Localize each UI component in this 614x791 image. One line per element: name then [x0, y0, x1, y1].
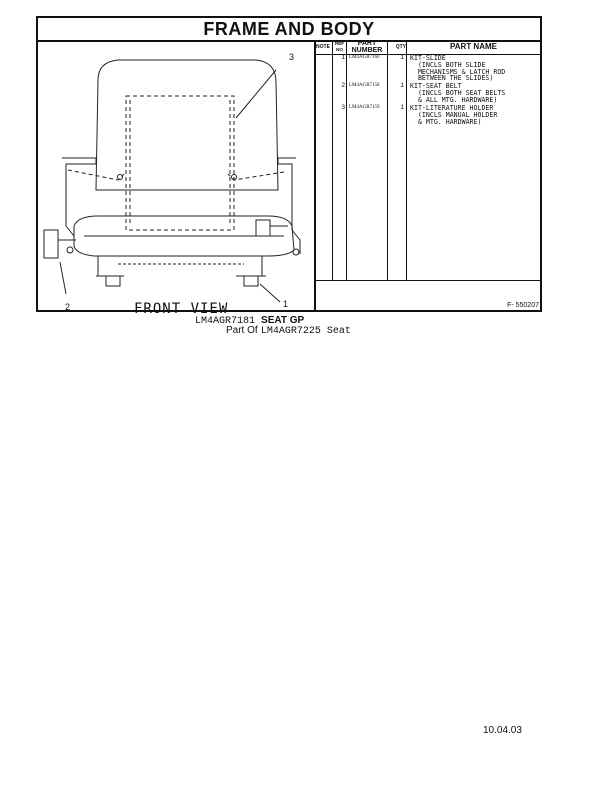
qty: 1: [400, 104, 404, 111]
col-divider: [406, 40, 407, 280]
col-divider: [387, 40, 388, 280]
view-label: FRONT VIEW: [134, 301, 229, 317]
figure-id: F- 550207: [507, 302, 539, 309]
callout-3: 3: [289, 52, 295, 62]
parts-diagram-frame: [36, 16, 542, 317]
part-number: LM4AGR7160: [349, 55, 380, 60]
col-divider: [332, 40, 333, 280]
col-part-number: PART NUMBER: [351, 40, 383, 54]
group-title: SEAT GP: [261, 315, 305, 326]
table-bottom-rule: [314, 280, 540, 281]
part-name: KIT-SLIDE (INCLS BOTH SLIDE MECHANISMS & LATCH ROD BETWEEN THE SLIDES): [410, 54, 506, 83]
seat-illustration: [38, 40, 314, 310]
parent-prefix: Part Of: [226, 325, 258, 336]
col-note: NOTE: [316, 44, 330, 50]
page-date: 10.04.03: [483, 725, 522, 736]
table-header: [314, 40, 540, 55]
group-part-code: LM4AGR7181: [195, 316, 256, 327]
parent-part: LM4AGR7225 Seat: [260, 326, 351, 337]
parent-caption: [226, 325, 351, 337]
col-divider: [346, 40, 347, 280]
ref-no: 2: [341, 82, 345, 89]
part-number: LM4AGR7158: [349, 83, 380, 88]
col-ref-no: REF NO: [335, 41, 344, 52]
ref-no: 3: [341, 104, 345, 111]
part-number: LM4AGR7159: [349, 105, 380, 110]
seat-front-view-drawing: [38, 40, 316, 317]
callout-1: 1: [283, 299, 289, 309]
callout-2: 2: [65, 302, 71, 312]
page-title: FRAME AND BODY: [38, 18, 540, 42]
qty: 1: [400, 82, 404, 89]
qty: 1: [400, 54, 404, 61]
parts-table: [314, 40, 540, 310]
part-name: KIT-LITERATURE HOLDER (INCLS MANUAL HOLDER & MTG. HARDWARE): [410, 104, 498, 126]
col-part-name: PART NAME: [450, 42, 497, 51]
ref-no: 1: [341, 54, 345, 61]
col-qty: QTY: [395, 44, 406, 50]
part-name: KIT-SEAT BELT (INCLS BOTH SEAT BELTS & ALL MTG. HARDWARE): [410, 82, 506, 104]
